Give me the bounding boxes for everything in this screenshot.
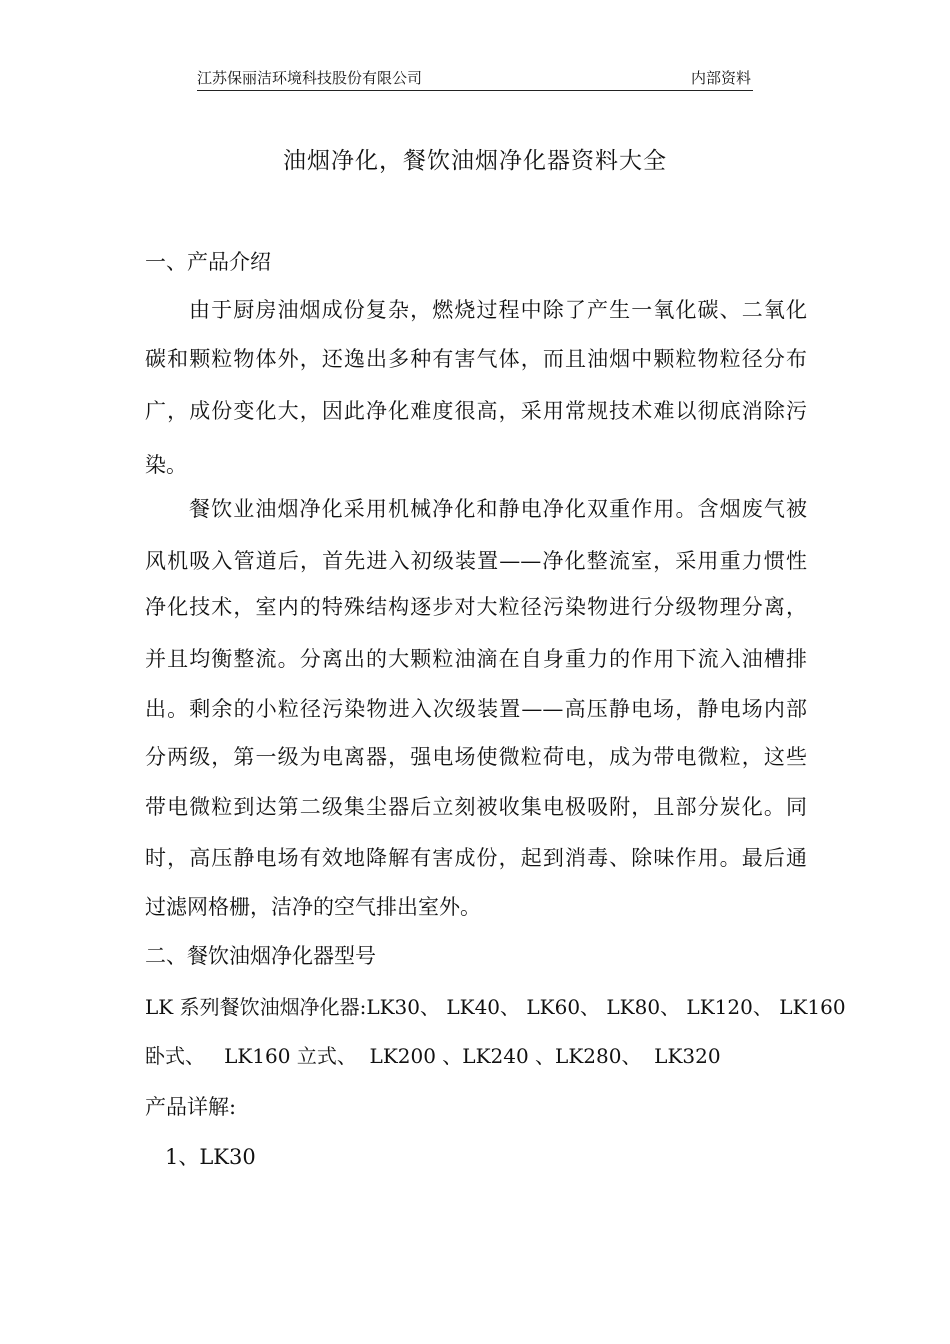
paragraph-line: 净化技术，室内的特殊结构逐步对大粒径污染物进行分级物理分离， [145, 595, 807, 619]
paragraph-line: 时，高压静电场有效地降解有害成份，起到消毒、除味作用。最后通 [145, 846, 807, 870]
product-detail-label: 产品详解: [145, 1095, 237, 1119]
paragraph-line: 碳和颗粒物体外，还逸出多种有害气体，而且油烟中颗粒物粒径分布 [145, 347, 807, 371]
header-internal-label: 内部资料 [690, 69, 751, 87]
paragraph-line: 过滤网格栅，洁净的空气排出室外。 [145, 895, 481, 919]
models-list-line: 卧式、 LK160 立式、 LK200 、LK240 、LK280、 LK320 [145, 1044, 721, 1068]
section-heading-models: 二、餐饮油烟净化器型号 [145, 944, 376, 968]
section-heading-product-intro: 一、产品介绍 [145, 250, 271, 274]
paragraph-line: 风机吸入管道后，首先进入初级装置——净化整流室，采用重力惯性 [145, 549, 807, 573]
paragraph-line: 并且均衡整流。分离出的大颗粒油滴在自身重力的作用下流入油槽排 [145, 647, 807, 671]
paragraph-line: 分两级，第一级为电离器，强电场使微粒荷电，成为带电微粒，这些 [145, 745, 807, 769]
paragraph-line: 由于厨房油烟成份复杂，燃烧过程中除了产生一氧化碳、二氧化 [189, 298, 807, 322]
paragraph-line: 带电微粒到达第二级集尘器后立刻被收集电极吸附，且部分炭化。同 [145, 795, 807, 819]
product-item-lk30: 1、LK30 [165, 1145, 256, 1169]
paragraph-line: 染。 [145, 453, 187, 477]
paragraph-line: 出。剩余的小粒径污染物进入次级装置——高压静电场，静电场内部 [145, 697, 807, 721]
paragraph-line: 餐饮业油烟净化采用机械净化和静电净化双重作用。含烟废气被 [189, 497, 807, 521]
header-company-name: 江苏保丽洁环境科技股份有限公司 [197, 69, 423, 87]
document-title: 油烟净化，餐饮油烟净化器资料大全 [283, 148, 667, 174]
page-header [197, 66, 753, 91]
paragraph-line: 广，成份变化大，因此净化难度很高，采用常规技术难以彻底消除污 [145, 399, 807, 423]
models-list-line: LK 系列餐饮油烟净化器:LK30、 LK40、 LK60、 LK80、 LK120、 LK160 [145, 995, 846, 1019]
